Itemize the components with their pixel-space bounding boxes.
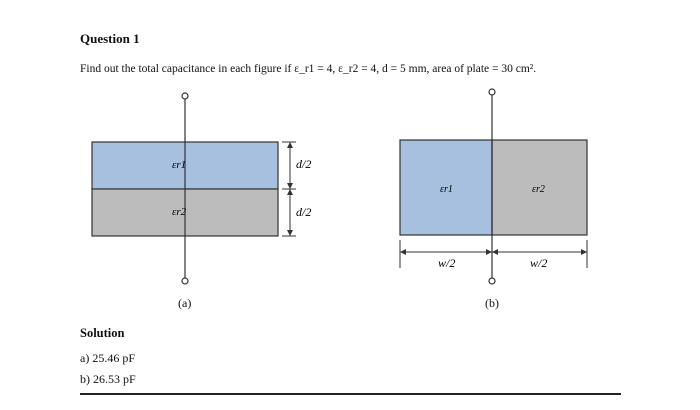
terminal-b-bottom (489, 278, 495, 284)
terminal-b-top (489, 89, 495, 95)
label-er1-a: εr1 (172, 159, 187, 171)
label-er2-b: εr2 (532, 184, 545, 195)
solution-title: Solution (80, 326, 125, 340)
dim-d2-top: d/2 (296, 157, 312, 171)
question-title: Question 1 (80, 31, 140, 46)
dim-w2-left: w/2 (438, 256, 456, 270)
dim-d2-bottom: d/2 (296, 205, 312, 219)
figure-a (92, 93, 311, 284)
divider (80, 393, 621, 395)
figure-b (400, 89, 587, 284)
dim-w2-right: w/2 (530, 256, 548, 270)
figure-a-caption: (a) (178, 296, 192, 310)
figure-b-caption: (b) (485, 296, 499, 310)
terminal-a-bottom (182, 278, 188, 284)
question-text: Find out the total capacitance in each figure if ε_r1 = 4, ε_r2 = 4, d = 5 mm, area of plate = 30 cm². (80, 63, 537, 75)
terminal-a-top (182, 93, 188, 99)
label-er2-a: εr2 (172, 206, 187, 218)
answer-b: b) 26.53 pF (80, 372, 136, 386)
label-er1-b: εr1 (440, 184, 453, 195)
answer-a: a) 25.46 pF (80, 351, 135, 365)
